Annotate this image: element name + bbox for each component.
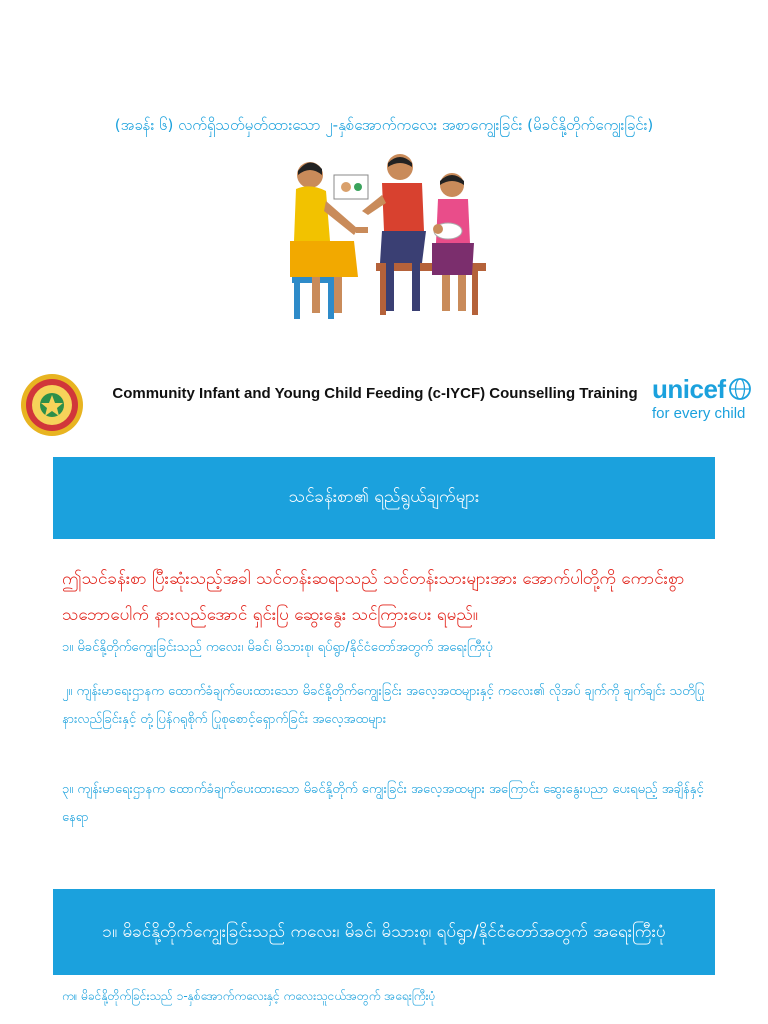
objective-item: ၁။ မိခင်နို့တိုက်ကျွေးခြင်းသည် ကလေး၊ မိခင်၊ မိသားစု၊ ရပ်ရွာ/နိုင်ငံတော်အတွက် အရေးကြီးပုံ xyxy=(62,640,493,655)
counselling-illustration xyxy=(272,145,492,327)
section1-sub-item: က။ မိခင်နို့တိုက်ခြင်းသည် ၁-နှစ်အောက်ကလေးနှင့် ကလေးသူငယ်အတွက် အရေးကြီးပုံ xyxy=(62,989,436,1003)
unicef-wordmark: unicef xyxy=(652,374,726,404)
chapter-title: (အခန်း ၆) လက်ရှိသတ်မှတ်ထားသော ၂-နှစ်အောက်ကလေး အစာကျွေးခြင်း (မိခင်နို့တိုက်ကျွေးခြင်း) xyxy=(114,116,654,134)
objective-item: ၂။ ကျန်းမာရေးဌာနက ထောက်ခံချက်ပေးထားသော မိခင်နို့တိုက်ကျွေးခြင်း အလေ့အထများနှင့် ကလေး၏ လိုအပ် ချက်ကို ချက်ချင်း သတိပြုနားလည်ခြင်းနှင့် တုံ့ပြန်ဂရုစိုက် ပြုစုစောင့်ရှောက်ခြင်း အလေ့အထများ xyxy=(62,684,705,727)
training-title: Community Infant and Young Child Feeding (c-IYCF) Counselling Training xyxy=(112,385,638,402)
objectives-banner xyxy=(53,457,715,539)
unicef-tagline: for every child xyxy=(652,405,746,422)
section1-banner xyxy=(53,889,715,975)
ministry-seal-logo xyxy=(20,373,84,437)
objectives-heading: သင်ခန်းစာ၏ ရည်ရွယ်ချက်များ xyxy=(288,486,480,507)
unicef-globe-icon xyxy=(728,377,752,401)
unicef-logo xyxy=(652,374,762,430)
objective-item: ၃။ ကျန်းမာရေးဌာနက ထောက်ခံချက်ပေးထားသော မိခင်နို့တိုက် ကျွေးခြင်း အလေ့အထများ အကြောင်း ဆွေးနွေးပညာ ပေးရမည့် အချိန်နှင့် နေရာ xyxy=(62,782,704,825)
section1-heading: ၁။ မိခင်နို့တိုက်ကျွေးခြင်းသည် ကလေး၊ မိခင်၊ မိသားစု၊ ရပ်ရွာ/နိုင်ငံတော်အတွက် အရေးကြီးပုံ xyxy=(102,922,666,942)
objectives-intro: ဤသင်ခန်းစာ ပြီးဆုံးသည့်အခါ သင်တန်းဆရာသည် သင်တန်းသားများအား အောက်ပါတို့ကို ကောင်းစွာ သဘောပေါက် နားလည်အောင် ရှင်းပြ ဆွေးနွေး သင်ကြားပေး ရမည်။ xyxy=(62,569,685,625)
